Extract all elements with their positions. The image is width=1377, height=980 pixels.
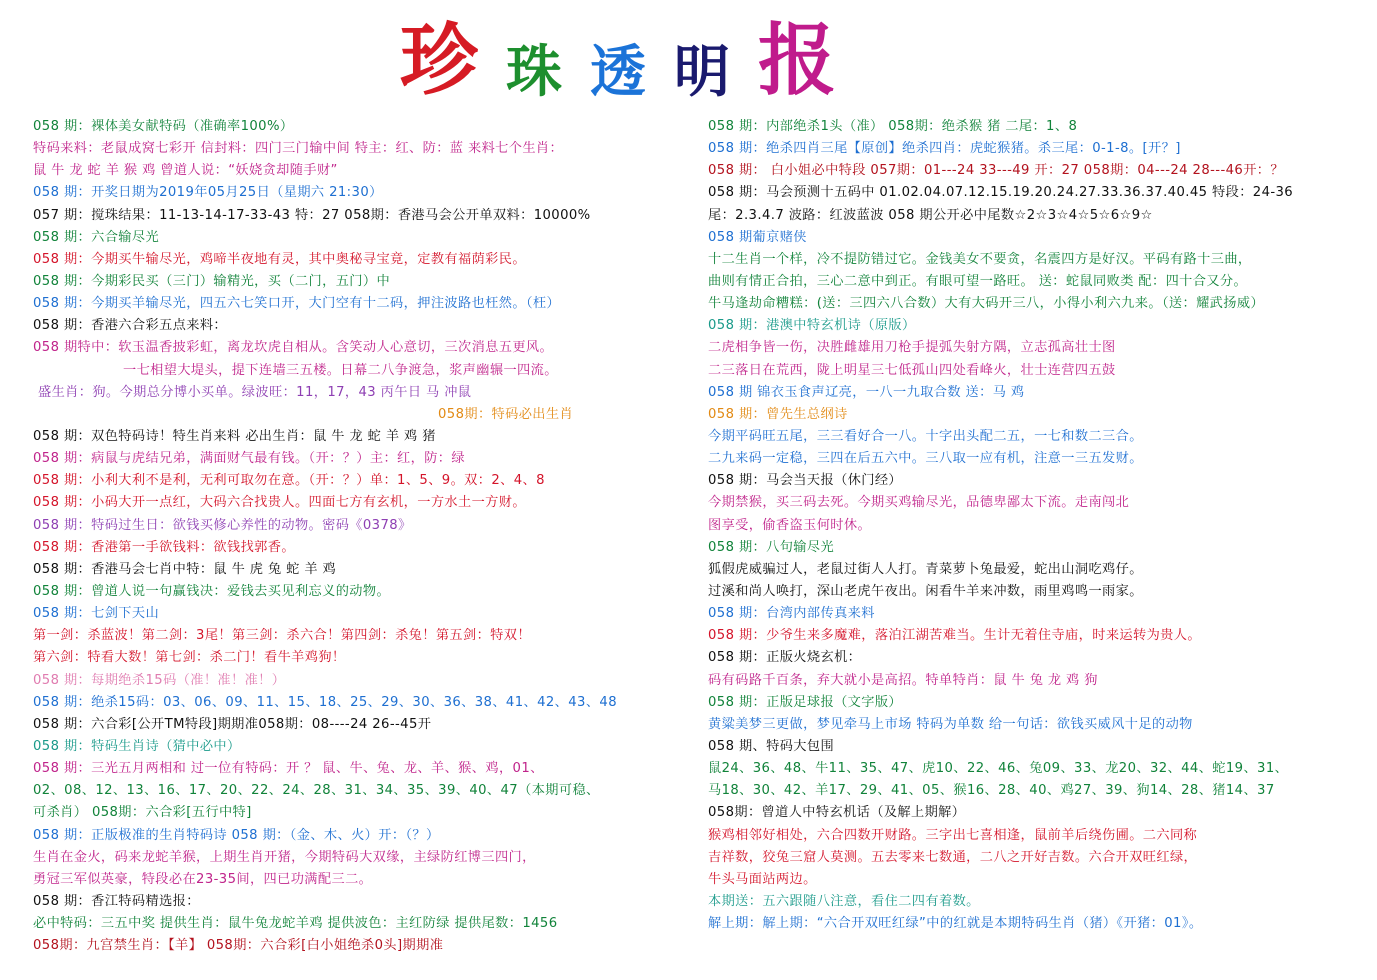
text-line: 058 期：今期买牛输尽光，鸡啼半夜地有灵，其中奥秘寻宝竟，定教有福荫彩民。 bbox=[33, 251, 526, 267]
text-line: 058 期：六合彩[公开TM特段]期期准058期：08----24 26--45开 bbox=[33, 716, 432, 732]
text-line: 058期：曾道人中特玄机话（及解上期解） bbox=[708, 805, 966, 821]
text-line: 058 期：今期买羊输尽光，四五六七笑口开，大门空有十二码，押注波路也枉然。（枉） bbox=[33, 296, 561, 312]
text-line: 058 期 锦衣玉食声辽亮，一八一九取合数 送：马 鸡 bbox=[708, 384, 1025, 400]
text-line: 058 期：八句输尽光 bbox=[708, 539, 835, 555]
text-line: 058 期：香港六合彩五点来料： bbox=[33, 318, 228, 334]
left-column bbox=[33, 116, 683, 957]
text-line: 058 期： 白小姐必中特段 057期：01---24 33---49 开：27 058期：04---24 28---46开：？ bbox=[708, 163, 1284, 179]
text-line: 058 期：特码生肖诗（猜中必中） bbox=[33, 738, 241, 754]
text-line: 058 期：香港马会七肖中特：鼠 牛 虎 兔 蛇 羊 鸡 bbox=[33, 561, 337, 577]
text-line: 058 期：内部绝杀1头（准） 058期：绝杀猴 猪 二尾：1、8 bbox=[708, 119, 1078, 134]
text-line: 狐假虎威骗过人，老鼠过街人人打。青菜萝卜兔最爱，蛇出山洞吃鸡仔。 bbox=[708, 561, 1143, 577]
text-line: 特码来料：老鼠成窝七彩开 信封料：四门三门输中间 特主：红、防：蓝 来料七个生肖： bbox=[33, 141, 564, 157]
text-line: 可杀肖） 058期：六合彩[五行中特] bbox=[33, 805, 252, 821]
text-line: 058 期：香港第一手欲钱料：欲钱找郭香。 bbox=[33, 539, 295, 555]
text-line: 盛生肖：狗。今期总分博小买单。绿波旺：11，17，43 丙午日 马 冲鼠 bbox=[38, 384, 472, 400]
text-line: 今期平码旺五尾，三三看好合一八。十字出头配二五，一七和数二三合。 bbox=[708, 428, 1143, 444]
text-line: 058 期：正版足球报（文字版） bbox=[708, 694, 903, 710]
text-line: 黄粱美梦三更做，梦见牵马上市场 特码为单数 给一句话：欲钱买威风十足的动物 bbox=[708, 716, 1193, 732]
text-line: 057 期：搅珠结果：11-13-14-17-33-43 特：27 058期：香港马会公开单双料：10000% bbox=[33, 207, 591, 223]
text-line: 058 期：曾道人说一句赢钱决：爱钱去买见利忘义的动物。 bbox=[33, 583, 391, 599]
text-line: 猴鸡相邻好相处，六合四数开财路。三字出七喜相逢，鼠前羊后绕伤圃。二六同称 bbox=[708, 827, 1198, 843]
text-line: 二九来码一定稳，三四在后五六中。三八取一应有机，注意一三五发财。 bbox=[708, 451, 1143, 467]
text-line: 058期：九宫禁生肖：【羊】 058期：六合彩[白小姐绝杀0头]期期准 bbox=[33, 938, 444, 954]
text-line: 058 期：特码过生日：欲钱买修心养性的动物。密码《0378》 bbox=[33, 517, 412, 533]
text-line: 058 期：小码大开一点红，大码六合找贵人。四面七方有玄机，一方水土一方财。 bbox=[33, 495, 526, 511]
title-char: 透 bbox=[590, 39, 647, 105]
text-line: 058 期：正版极准的生肖特码诗 058 期：（金、木、火）开：（？） bbox=[33, 827, 440, 843]
text-line: 058 期：马会预测十五码中 01.02.04.07.12.15.19.20.24.27.33.36.37.40.45 特段：24-36 bbox=[708, 185, 1294, 201]
text-line: 曲则有情正合拍，三心二意中到正。有眼可望一路旺。 送：蛇鼠同败类 配：四十合又分。 bbox=[708, 273, 1248, 289]
title-char: 珍 bbox=[400, 15, 479, 106]
text-line: 牛马逢劫命糟糕：(送：三四六八合数）大有大码开三八，小得小利六九来。（送：耀武扬威） bbox=[708, 296, 1265, 312]
text-line: 058 期：双色特码诗！特生肖来料 必出生肖：鼠 牛 龙 蛇 羊 鸡 猪 bbox=[33, 428, 436, 444]
text-line: 鼠 牛 龙 蛇 羊 猴 鸡 曾道人说：“妖娆贪却随手财” bbox=[33, 163, 338, 179]
text-line: 058 期：马会当天报（休门经） bbox=[708, 473, 903, 489]
text-line: 058 期：绝杀四肖三尾【原创】绝杀四肖：虎蛇猴猪。杀三尾：0-1-8。[开？] bbox=[708, 141, 1181, 157]
text-line: 058 期：香江特码精选报： bbox=[33, 893, 200, 909]
text-line: 058 期：台湾内部传真来料 bbox=[708, 606, 875, 622]
text-line: 02、08、12、13、16、17、20、22、24、28、31、34、35、39、40、47（本期可稳、 bbox=[33, 783, 600, 799]
text-line: 一七相望大堤头，提下连墙三五楼。日幕二八争渡急，浆声幽辗一四流。 bbox=[123, 362, 558, 378]
text-line: 058 期：六合输尽光 bbox=[33, 229, 160, 245]
text-line: 码有码路千百条，弃大就小是高招。特单特肖：鼠 牛 兔 龙 鸡 狗 bbox=[708, 672, 1098, 688]
text-line: 马18、30、42、羊17、29、41、05、猴16、28、40、鸡27、39、狗14、28、猪14、37 bbox=[708, 783, 1275, 799]
text-line: 058 期葡京赌侠 bbox=[708, 229, 807, 245]
text-line: 第六剑：特看大数！第七剑：杀二门！看牛羊鸡狗！ bbox=[33, 650, 346, 666]
text-line: 058 期：今期彩民买（三门）输精光，买（二门，五门）中 bbox=[33, 273, 391, 289]
text-line: 058 期：绝杀15码：03、06、09、11、15、18、25、29、30、36、38、41、42、43、48 bbox=[33, 694, 617, 710]
text-line: 058 期：七剑下天山 bbox=[33, 606, 160, 622]
text-line: 鼠24、36、48、牛11、35、47、虎10、22、46、兔09、33、龙20、32、44、蛇19、31、 bbox=[708, 761, 1289, 777]
text-line: 058期：特码必出生肖 bbox=[438, 406, 574, 422]
text-line: 十二生肖一个样，冷不提防错过它。金钱美女不要贪，名震四方是好汉。平码有路十三曲， bbox=[708, 251, 1252, 267]
text-line: 二三落日在荒西，陇上明星三七低孤山四处看峰火，壮士连营四五鼓 bbox=[708, 362, 1116, 378]
text-line: 过溪和尚人唤打，深山老虎午夜出。闲看牛羊来冲数，雨里鸡鸣一雨家。 bbox=[708, 583, 1143, 599]
text-line: 必中特码：三五中奖 提供生肖：鼠牛兔龙蛇羊鸡 提供波色：主红防绿 提供尾数：1456 bbox=[33, 916, 558, 932]
text-line: 058 期：曾先生总纲诗 bbox=[708, 406, 848, 422]
right-column bbox=[708, 116, 1372, 935]
text-line: 二虎相争皆一伤，决胜雌雄用刀枪手提弧失射方隅，立志孤高壮士图 bbox=[708, 340, 1116, 356]
title-char: 明 bbox=[674, 39, 731, 105]
title-char: 报 bbox=[758, 15, 837, 106]
text-line: 058 期：港澳中特玄机诗（原版） bbox=[708, 318, 916, 334]
newspaper-title bbox=[400, 14, 880, 106]
text-line: 058 期：裸体美女献特码（准确率100%） bbox=[33, 119, 294, 134]
text-line: 058 期、特码大包围 bbox=[708, 738, 835, 754]
text-line: 058 期：三光五月两相和 过一位有特码：开 ？ 鼠、牛、兔、龙、羊、猴、鸡，01、 bbox=[33, 761, 544, 777]
text-line: 解上期：解上期：“六合开双旺红绿”中的红就是本期特码生肖（猪）《开猪：01》。 bbox=[708, 916, 1203, 932]
text-line: 生肖在金火，码来龙蛇羊猴，上期生肖开猪，今期特码大双缘，主绿防红博三四门， bbox=[33, 849, 536, 865]
title-char: 珠 bbox=[506, 39, 563, 105]
text-line: 058 期特中：软玉温香披彩虹，离龙坎虎自相从。含笑动人心意切，三次消息五更风。 bbox=[33, 340, 554, 356]
text-line: 058 期：每期绝杀15码（准！准！准！） bbox=[33, 672, 286, 688]
text-line: 吉祥数，狡兔三窟人莫测。五去零来七数通，二八之开好吉数。六合开双旺红绿， bbox=[708, 849, 1198, 865]
text-line: 今期禁猴，买三码去死。今期买鸡输尽光，品德卑鄙太下流。走南闯北 bbox=[708, 495, 1130, 511]
text-line: 058 期：少爷生来多魔难，落泊江湖苦难当。生计无着住寺庙，时来运转为贵人。 bbox=[708, 628, 1201, 644]
text-line: 058 期：病鼠与虎结兄弟，满面财气最有钱。（开：？）主：红，防：绿 bbox=[33, 451, 465, 467]
text-line: 牛头马面站两边。 bbox=[708, 871, 817, 887]
text-line: 第一剑：杀蓝波！第二剑：3尾！第三剑：杀六合！第四剑：杀兔！第五剑：特双！ bbox=[33, 628, 531, 644]
text-line: 058 期：正版火烧玄机： bbox=[708, 650, 862, 666]
text-line: 尾：2.3.4.7 波路：红波蓝波 058 期公开必中尾数☆2☆3☆4☆5☆6☆9☆ bbox=[708, 207, 1153, 223]
text-line: 勇冠三军似英豪，特段必在23-35间，四已功满配三二。 bbox=[33, 871, 373, 887]
text-line: 图享受，偷香盗玉何时休。 bbox=[708, 517, 872, 533]
text-line: 058 期：开奖日期为2019年05月25日（星期六 21:30） bbox=[33, 185, 383, 201]
text-line: 058 期：小利大利不是利，无利可取勿在意。（开：？）单：1、5、9。双：2、4、8 bbox=[33, 473, 545, 489]
text-line: 本期送：五六跟随八注意，看住二四有着数。 bbox=[708, 893, 980, 909]
